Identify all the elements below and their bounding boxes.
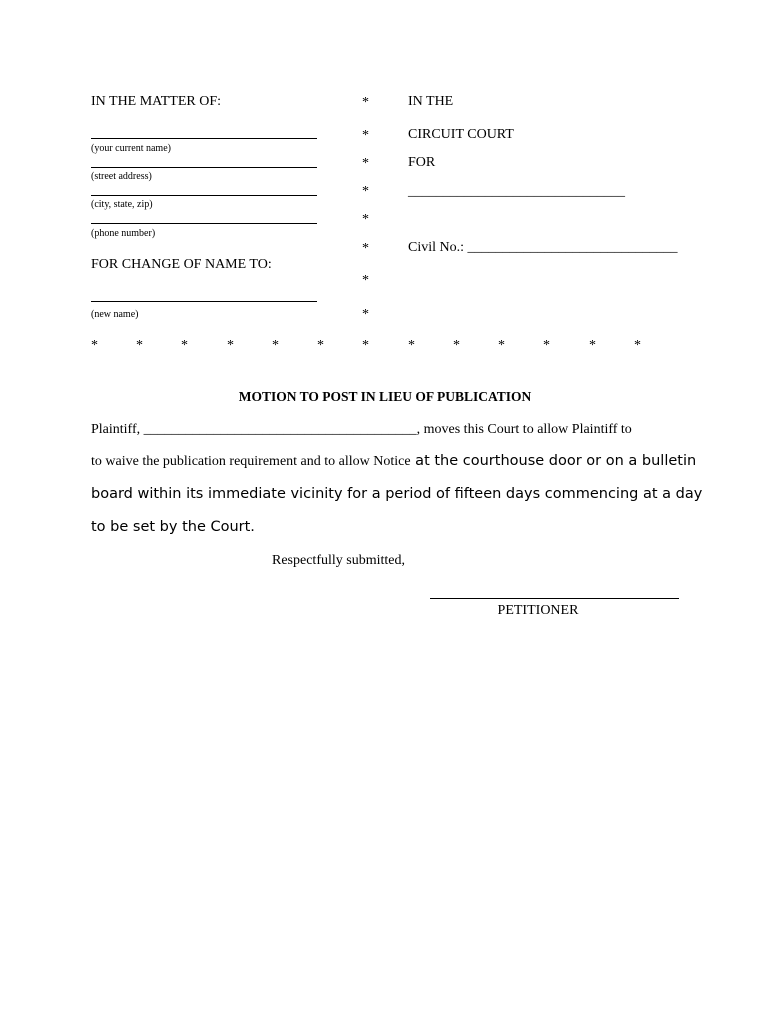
motion-line-2-part-2: at the courthouse door or on a bulletin bbox=[410, 453, 697, 469]
divider-star: * bbox=[408, 338, 415, 353]
caption-star: * bbox=[362, 241, 369, 256]
respectfully-submitted: Respectfully submitted, bbox=[272, 553, 405, 568]
motion-line-1: Plaintiff, _______________________________________, moves this Court to allow Plaintiff to bbox=[91, 422, 632, 437]
motion-line-2 bbox=[91, 452, 696, 470]
caption-star: * bbox=[362, 128, 369, 143]
divider-star: * bbox=[453, 338, 460, 353]
divider-star: * bbox=[589, 338, 596, 353]
in-the-matter-of: IN THE MATTER OF: bbox=[91, 94, 222, 109]
divider-star: * bbox=[227, 338, 234, 353]
caption-star: * bbox=[362, 95, 369, 110]
caption-star: * bbox=[362, 156, 369, 171]
motion-line-2-part-1: to waive the publication requirement and to allow Notice bbox=[91, 454, 411, 469]
motion-title: MOTION TO POST IN LIEU OF PUBLICATION bbox=[238, 389, 532, 404]
divider-star: * bbox=[136, 338, 143, 353]
phone-number-label: (phone number) bbox=[91, 228, 156, 239]
divider-star: * bbox=[181, 338, 188, 353]
caption-star: * bbox=[362, 307, 369, 322]
city-state-zip-label: (city, state, zip) bbox=[91, 199, 153, 210]
city-state-zip-line[interactable] bbox=[91, 195, 317, 196]
current-name-line[interactable] bbox=[91, 138, 317, 139]
for: FOR bbox=[408, 155, 436, 170]
phone-number-line[interactable] bbox=[91, 223, 317, 224]
divider-star: * bbox=[543, 338, 550, 353]
divider-star: * bbox=[317, 338, 324, 353]
street-address-label: (street address) bbox=[91, 171, 152, 182]
divider-star: * bbox=[362, 338, 369, 353]
divider-star: * bbox=[91, 338, 98, 353]
divider-star: * bbox=[634, 338, 641, 353]
caption-star: * bbox=[362, 184, 369, 199]
current-name-label: (your current name) bbox=[91, 143, 171, 154]
new-name-line[interactable] bbox=[91, 301, 317, 302]
county-blank[interactable]: _______________________________ bbox=[408, 184, 625, 199]
change-of-name-to: FOR CHANGE OF NAME TO: bbox=[91, 257, 272, 272]
street-address-line[interactable] bbox=[91, 167, 317, 168]
caption-star: * bbox=[362, 212, 369, 227]
motion-line-3: board within its immediate vicinity for a period of fifteen days commencing at a day bbox=[91, 486, 703, 502]
petitioner-label: PETITIONER bbox=[497, 603, 579, 618]
civil-no[interactable]: Civil No.: ______________________________ bbox=[408, 240, 678, 255]
circuit-court: CIRCUIT COURT bbox=[408, 127, 514, 142]
motion-line-4: to be set by the Court. bbox=[91, 519, 255, 535]
divider-star: * bbox=[498, 338, 505, 353]
new-name-label: (new name) bbox=[91, 309, 139, 320]
signature-line[interactable] bbox=[430, 598, 679, 599]
caption-star: * bbox=[362, 273, 369, 288]
divider-star: * bbox=[272, 338, 279, 353]
in-the: IN THE bbox=[408, 94, 454, 109]
